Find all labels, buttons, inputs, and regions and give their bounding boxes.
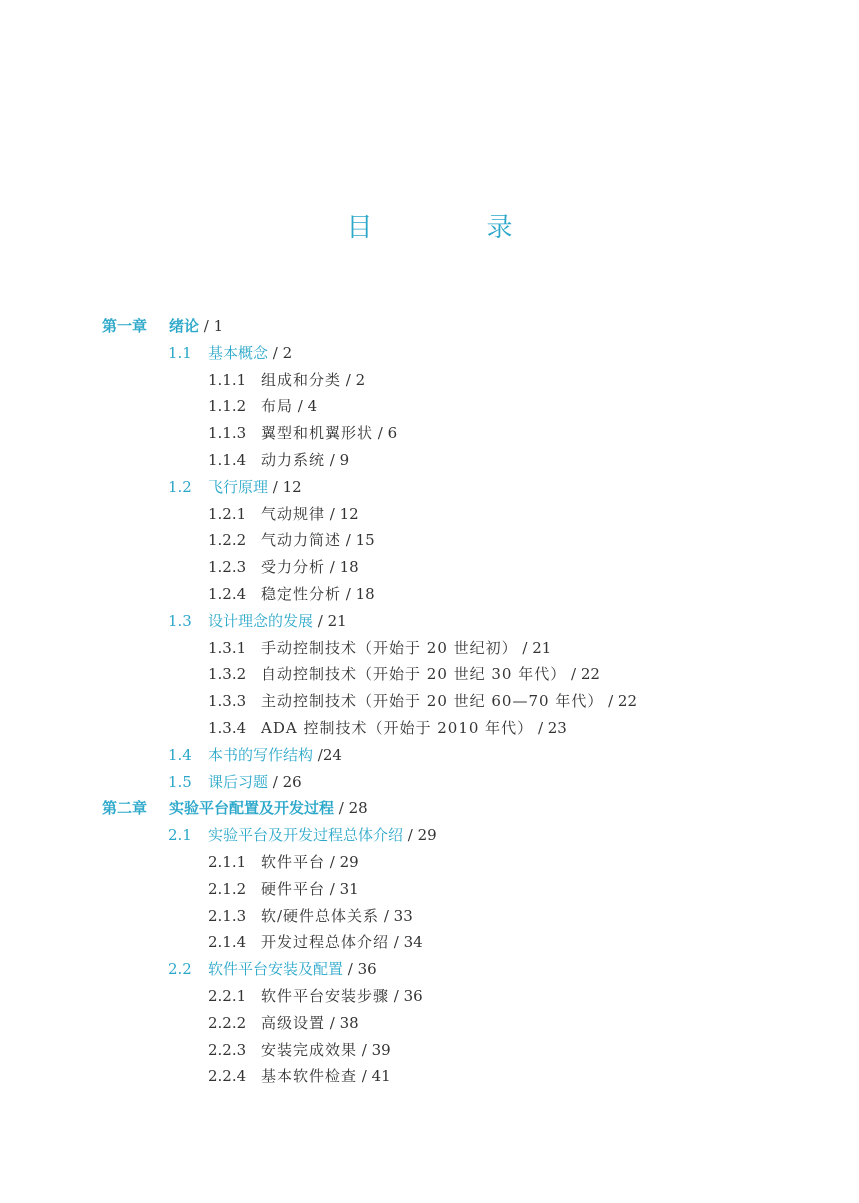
toc-entry-number: 1.1 (168, 343, 192, 362)
toc-section-entry[interactable] (0, 956, 859, 983)
toc-subsection-entry[interactable] (0, 1037, 859, 1064)
toc-subsection-entry[interactable] (0, 929, 859, 956)
toc-entry-page: / 2 (341, 370, 366, 389)
toc-section-entry[interactable] (0, 474, 859, 501)
toc-entry-title: 气动力简述 (261, 531, 342, 550)
toc-subsection-entry[interactable] (0, 688, 859, 715)
toc-entry-title: 实验平台及开发过程总体介绍 (208, 826, 404, 845)
toc-section-entry[interactable] (0, 769, 859, 796)
toc-entry-page: / 21 (313, 611, 347, 630)
toc-subsection-entry[interactable] (0, 903, 859, 930)
toc-entry-number: 1.3.1 (208, 638, 247, 657)
toc-entry-page: / 33 (379, 906, 413, 925)
toc-entry-page: / 2 (268, 343, 293, 362)
toc-entry-title: 主动控制技术（开始于 20 世纪 60—70 年代） (261, 692, 604, 711)
toc-entry-title: 受力分析 (261, 558, 326, 577)
toc-entry-number: 1.1.4 (208, 450, 247, 469)
toc-entry-number: 1.1.1 (208, 370, 247, 389)
toc-entry-number: 2.1.2 (208, 879, 247, 898)
toc-entry-page: / 29 (325, 852, 359, 871)
toc-entry-page: / 1 (199, 317, 224, 335)
toc-entry-number: 2.2.4 (208, 1067, 247, 1086)
toc-entry-title: 飞行原理 (208, 477, 269, 496)
toc-subsection-entry[interactable] (0, 876, 859, 903)
toc-entry-page: / 4 (293, 397, 318, 416)
toc-entry-number: 1.2.2 (208, 531, 247, 550)
toc-entry-title: ADA 控制技术（开始于 2010 年代） (261, 718, 534, 737)
toc-entry-number: 2.1.3 (208, 906, 247, 925)
toc-entry-page: / 38 (325, 1013, 359, 1032)
toc-entry-number: 1.1.2 (208, 397, 247, 416)
toc-entry-title: 高级设置 (261, 1013, 326, 1032)
toc-entry-number: 1.2.1 (208, 504, 247, 523)
toc-entry-title: 硬件平台 (261, 879, 326, 898)
toc-entry-title: 自动控制技术（开始于 20 世纪 30 年代） (261, 665, 567, 684)
toc-subsection-entry[interactable] (0, 554, 859, 581)
toc-title: 目 录 (346, 213, 557, 243)
toc-entry-title: 布局 (261, 397, 294, 416)
toc-entry-number: 2.2.1 (208, 986, 247, 1005)
toc-entry-title: 软/硬件总体关系 (261, 906, 380, 925)
toc-entry-title: 安装完成效果 (261, 1040, 358, 1059)
toc-entry-number: 1.3.2 (208, 665, 247, 684)
toc-entry-page: / 34 (389, 933, 423, 952)
toc-entry-number: 1.5 (168, 772, 192, 791)
toc-entry-number: 2.2.2 (208, 1013, 247, 1032)
toc-subsection-entry[interactable] (0, 1063, 859, 1090)
toc-entry-number: 1.4 (168, 745, 192, 764)
toc-entry-title: 手动控制技术（开始于 20 世纪初） (261, 638, 518, 657)
toc-entry-page: / 39 (357, 1040, 391, 1059)
toc-chapter-entry[interactable] (0, 313, 859, 340)
toc-entry-page: / 9 (325, 450, 350, 469)
toc-entry-page: / 36 (389, 986, 423, 1005)
toc-entry-page: / 21 (517, 638, 552, 657)
toc-entry-page: / 18 (341, 584, 375, 603)
toc-subsection-entry[interactable] (0, 661, 859, 688)
toc-entry-page: /24 (313, 745, 342, 764)
toc-entry-page: / 18 (325, 558, 359, 577)
toc-entry-title: 翼型和机翼形状 (261, 424, 374, 443)
toc-entry-page: / 36 (343, 960, 377, 979)
toc-subsection-entry[interactable] (0, 1010, 859, 1037)
toc-subsection-entry[interactable] (0, 983, 859, 1010)
toc-entry-number: 2.1.1 (208, 852, 247, 871)
toc-subsection-entry[interactable] (0, 581, 859, 608)
toc-subsection-entry[interactable] (0, 527, 859, 554)
toc-entry-title: 课后习题 (208, 772, 269, 791)
toc-entry-number: 1.2 (168, 477, 192, 496)
toc-subsection-entry[interactable] (0, 635, 859, 662)
toc-subsection-entry[interactable] (0, 715, 859, 742)
toc-entry-title: 气动规律 (261, 504, 326, 523)
toc-subsection-entry[interactable] (0, 367, 859, 394)
toc-subsection-entry[interactable] (0, 849, 859, 876)
toc-entry-title: 开发过程总体介绍 (261, 933, 390, 952)
toc-entry-page: / 22 (603, 692, 638, 711)
toc-subsection-entry[interactable] (0, 420, 859, 447)
toc-list (0, 313, 859, 1090)
toc-entry-page: / 23 (533, 718, 567, 737)
toc-entry-title: 绪论 (169, 317, 200, 335)
toc-entry-title: 组成和分类 (261, 370, 342, 389)
toc-entry-title: 设计理念的发展 (208, 611, 314, 630)
toc-entry-number: 2.1.4 (208, 933, 247, 952)
toc-entry-number: 1.3.3 (208, 692, 247, 711)
toc-entry-title: 基本软件检查 (261, 1067, 358, 1086)
toc-entry-page: / 15 (341, 531, 375, 550)
toc-entry-number: 1.3.4 (208, 718, 247, 737)
toc-entry-title: 基本概念 (208, 343, 269, 362)
toc-entry-title: 软件平台安装步骤 (261, 986, 390, 1005)
toc-entry-page: / 29 (403, 826, 437, 845)
toc-entry-title: 软件平台安装及配置 (208, 960, 344, 979)
toc-entry-title: 动力系统 (261, 450, 326, 469)
toc-entry-page: / 31 (325, 879, 359, 898)
toc-entry-number: 1.2.4 (208, 584, 247, 603)
toc-entry-number: 第一章 (102, 317, 148, 335)
toc-entry-number: 第二章 (102, 799, 148, 818)
toc-entry-title: 实验平台配置及开发过程 (169, 799, 335, 818)
toc-entry-page: / 12 (325, 504, 359, 523)
toc-entry-page: / 12 (268, 477, 302, 496)
toc-entry-number: 1.3 (168, 611, 192, 630)
toc-subsection-entry[interactable] (0, 501, 859, 528)
toc-entry-page: / 41 (357, 1067, 391, 1086)
toc-entry-number: 2.1 (168, 826, 192, 845)
toc-entry-page: / 26 (268, 772, 302, 791)
toc-chapter-entry[interactable] (0, 795, 859, 822)
toc-entry-number: 2.2.3 (208, 1040, 247, 1059)
toc-entry-number: 1.2.3 (208, 558, 247, 577)
toc-entry-number: 2.2 (168, 960, 192, 979)
toc-entry-page: / 6 (373, 424, 398, 443)
toc-entry-page: / 22 (566, 665, 600, 684)
toc-entry-title: 本书的写作结构 (208, 745, 314, 764)
toc-entry-number: 1.1.3 (208, 424, 247, 443)
toc-section-entry[interactable] (0, 340, 859, 367)
toc-subsection-entry[interactable] (0, 393, 859, 420)
toc-section-entry[interactable] (0, 608, 859, 635)
toc-section-entry[interactable] (0, 822, 859, 849)
toc-subsection-entry[interactable] (0, 447, 859, 474)
toc-section-entry[interactable] (0, 742, 859, 769)
toc-entry-title: 稳定性分析 (261, 584, 342, 603)
toc-entry-page: / 28 (334, 799, 368, 818)
toc-entry-title: 软件平台 (261, 852, 326, 871)
